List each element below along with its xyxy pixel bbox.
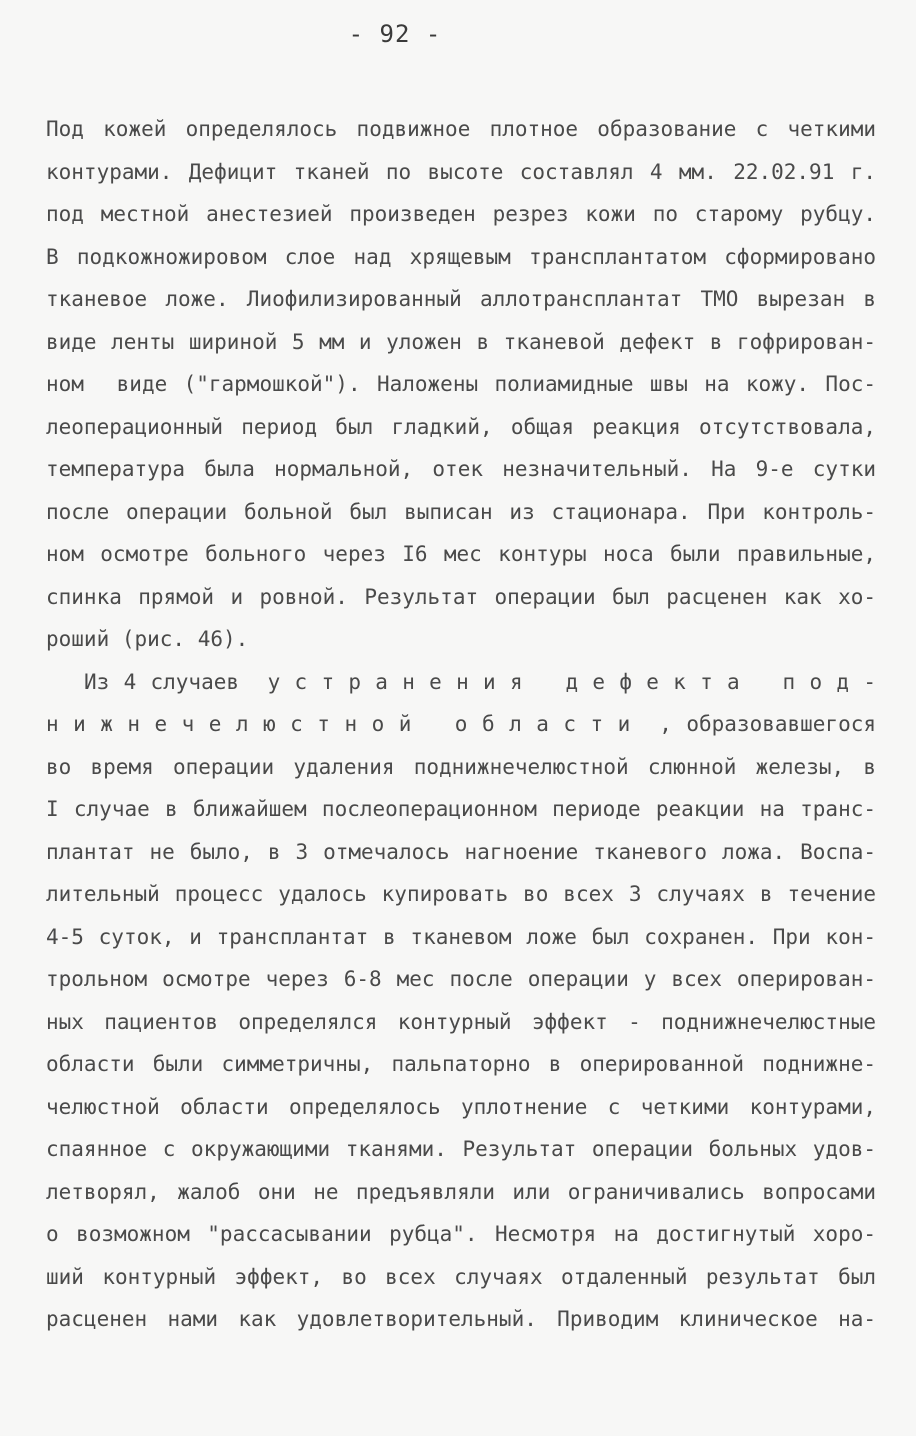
text-line: расценен нами как удовлетворительный. Приводим клиническое на-	[46, 1307, 876, 1331]
text-line: во время операции удаления поднижнечелюстной слюнной железы, в	[46, 754, 876, 779]
text-line: н и ж н е ч е л ю с т н о й о б л а с т и , образовавшегося	[46, 712, 876, 736]
paragraph-2	[46, 661, 876, 1341]
text-line: спаянное с окружающими тканями. Результат операции больных удов-	[46, 1137, 876, 1161]
text-line: лительный процесс удалось купировать во всех 3 случаях в течение	[46, 882, 876, 906]
text-line: ном виде ("гармошкой"). Наложены полиамидные швы на кожу. Пос-	[46, 372, 876, 396]
text-line: ных пациентов определялся контурный эффект - поднижнечелюстные	[46, 1009, 876, 1034]
text-line: под местной анестезией произведен резрез кожи по старому рубцу.	[46, 202, 876, 226]
text-line: Под кожей определялось подвижное плотное образование с четкими	[46, 117, 876, 141]
text-line: контурами. Дефицит тканей по высоте составлял 4 мм. 22.02.91 г.	[46, 159, 876, 184]
text-line: леоперационный период был гладкий, общая реакция отсутствовала,	[46, 414, 876, 439]
text-line: виде ленты шириной 5 мм и уложен в тканевой дефект в гофрирован-	[46, 329, 876, 354]
paragraph-1	[46, 108, 876, 661]
text-line: спинка прямой и ровной. Результат операции был расценен как хо-	[46, 584, 876, 609]
text-line: о возможном "рассасывании рубца". Несмотря на достигнутый хоро-	[46, 1222, 876, 1246]
text-line: температура была нормальной, отек незначительный. На 9-е сутки	[46, 457, 876, 481]
text-line: трольном осмотре через 6-8 мес после операции у всех оперирован-	[46, 967, 876, 991]
page-number: - 92 -	[348, 20, 442, 48]
text-line: летворял, жалоб они не предъявляли или ограничивались вопросами	[46, 1179, 876, 1204]
text-line: области были симметричны, пальпаторно в оперированной поднижне-	[46, 1052, 876, 1076]
text-line: тканевое ложе. Лиофилизированный аллотрансплантат ТМО вырезан в	[46, 287, 876, 311]
text-line: после операции больной был выписан из стационара. При контроль-	[46, 499, 876, 524]
text-line: челюстной области определялось уплотнение с четкими контурами,	[46, 1094, 876, 1119]
text-line: ном осмотре больного через I6 мес контуры носа были правильные,	[46, 542, 876, 566]
text-line: I случае в ближайшем послеоперационном периоде реакции на транс-	[46, 797, 876, 821]
text-line: 4-5 суток, и трансплантат в тканевом ложе был сохранен. При кон-	[46, 924, 876, 949]
text-line: В подкожножировом слое над хрящевым трансплантатом сформировано	[46, 244, 876, 269]
body-text	[46, 108, 876, 1341]
text-line: Из 4 случаев у с т р а н е н и я д е ф е к т а п о д -	[84, 669, 876, 694]
text-line: роший (рис. 46).	[46, 627, 249, 651]
text-line: ший контурный эффект, во всех случаях отдаленный результат был	[46, 1264, 876, 1289]
text-line: плантат не было, в 3 отмечалось нагноение тканевого ложа. Воспа-	[46, 839, 876, 864]
